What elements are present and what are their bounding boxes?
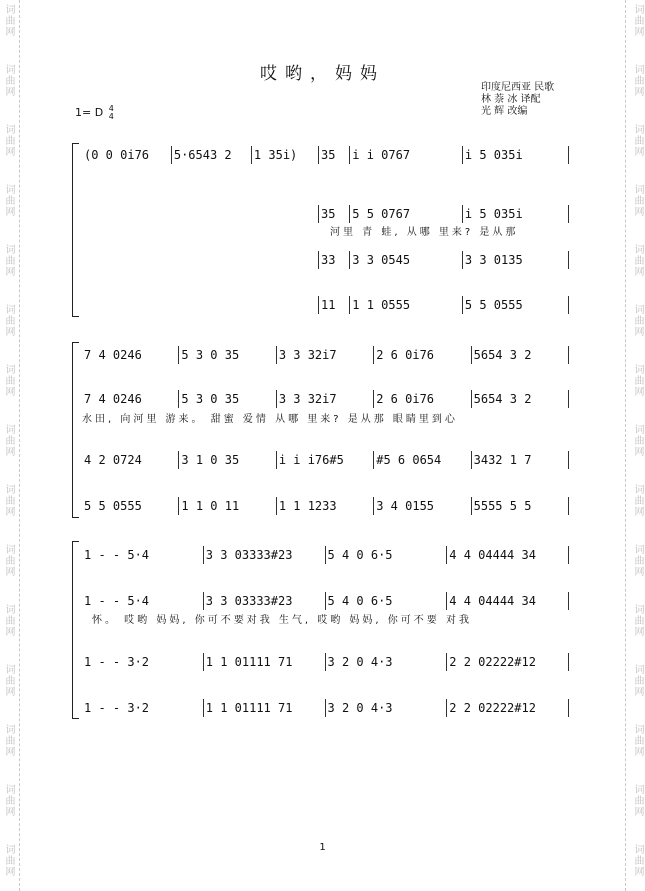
measure: i i i76#5 [278, 453, 344, 467]
measure: 5 4 0 6·5 [327, 548, 393, 562]
barline [568, 451, 569, 469]
staff-row [82, 348, 569, 368]
system-brace [72, 541, 79, 719]
measure: 3 3 0135 [464, 253, 523, 267]
barline [568, 592, 569, 610]
watermark-text: 词曲网 [3, 484, 14, 517]
measure: 4 2 0724 [84, 453, 142, 467]
measure: 5654 3 2 [473, 392, 532, 406]
score-system-2 [72, 342, 569, 518]
watermark-text: 词曲网 [3, 64, 14, 97]
barline [171, 146, 172, 164]
measure: i 5 035i [464, 148, 523, 162]
barline [203, 699, 204, 717]
barline [568, 346, 569, 364]
measure: 5 4 0 6·5 [327, 594, 393, 608]
barline [203, 546, 204, 564]
watermark-text: 词曲网 [632, 784, 643, 817]
measure [82, 298, 172, 312]
barline [568, 296, 569, 314]
measure: 35 [320, 148, 336, 162]
measure: 5 3 0 35 [181, 392, 240, 406]
staff-row [82, 148, 569, 168]
watermark-text: 词曲网 [632, 244, 643, 277]
measure: 3 2 0 4·3 [327, 701, 393, 715]
staff-row [82, 655, 569, 675]
measure: 3 3 03333#23 [205, 594, 293, 608]
measure: 4 4 04444 34 [449, 548, 536, 562]
measure: 33 [320, 253, 336, 267]
watermark-text: 词曲网 [632, 124, 643, 157]
barline [276, 390, 277, 408]
barline [349, 296, 350, 314]
system-brace [72, 342, 79, 518]
watermark-text: 词曲网 [3, 604, 14, 637]
staff-row [82, 298, 569, 318]
meter-top: 4 [108, 104, 114, 113]
lyric-line: 水田, 向河里 游来。 甜蜜 爱情 从哪 里来? 是从那 眼睛里到心 [82, 414, 458, 425]
barline [325, 592, 326, 610]
measure: 1 1 0555 [352, 298, 411, 312]
watermark-text: 词曲网 [632, 4, 643, 37]
watermark-text: 词曲网 [632, 184, 643, 217]
measure: 3 3 32i7 [278, 348, 337, 362]
measure: 5555 5 5 [473, 499, 532, 513]
watermark-text: 词曲网 [3, 304, 14, 337]
key-signature [75, 105, 114, 121]
measure [252, 253, 319, 267]
staff-row [82, 253, 569, 273]
staff-row [82, 548, 569, 568]
score-system-1 [72, 143, 569, 317]
barline [178, 390, 179, 408]
measure [252, 298, 319, 312]
measure: 3432 1 7 [473, 453, 532, 467]
barline [462, 146, 463, 164]
measure: 2 6 0i76 [376, 392, 435, 406]
barline [568, 205, 569, 223]
watermark-text: 词曲网 [3, 4, 14, 37]
page-number: 1 [319, 842, 326, 853]
measure: 3 2 0 4·3 [327, 655, 393, 669]
watermark-column-right [629, 0, 645, 891]
measure: i i 0767 [352, 148, 411, 162]
barline [349, 146, 350, 164]
watermark-text: 词曲网 [3, 124, 14, 157]
barline [178, 497, 179, 515]
measure: 1 1 01111 71 [205, 655, 293, 669]
credits [481, 82, 591, 118]
measure: 3 4 0155 [376, 499, 435, 513]
measure [252, 207, 319, 221]
watermark-text: 词曲网 [632, 304, 643, 337]
measure: 5 3 0 35 [181, 348, 240, 362]
measure: 7 4 0246 [84, 348, 142, 362]
measure: 4 4 04444 34 [449, 594, 536, 608]
barline [203, 592, 204, 610]
barline [471, 497, 472, 515]
barline [471, 346, 472, 364]
staff-row [82, 392, 569, 412]
lyric-line: 怀。 哎哟 妈妈, 你可不要对我 生气, 哎哟 妈妈, 你可不要 对我 [92, 615, 472, 626]
barline [568, 699, 569, 717]
barline [276, 451, 277, 469]
watermark-text: 词曲网 [3, 724, 14, 757]
barline [325, 546, 326, 564]
measure: 11 [320, 298, 336, 312]
barline [203, 653, 204, 671]
watermark-text: 词曲网 [632, 424, 643, 457]
staff-row [82, 453, 569, 473]
barline [318, 146, 319, 164]
barline [568, 146, 569, 164]
score-system-3 [72, 541, 569, 719]
barline [446, 699, 447, 717]
barline [446, 546, 447, 564]
measure: 1 35i) [253, 148, 298, 162]
measure: 1 1 1233 [278, 499, 337, 513]
watermark-text: 词曲网 [632, 64, 643, 97]
watermark-text: 词曲网 [3, 184, 14, 217]
measure: 5·6543 2 [173, 148, 232, 162]
watermark-text: 词曲网 [632, 484, 643, 517]
measure: 1 1 01111 71 [205, 701, 293, 715]
measure [82, 253, 172, 267]
system-brace [72, 143, 79, 317]
song-title: 哎哟，妈妈 [260, 64, 385, 84]
credit-translator: 林 萘 冰 译配 [481, 94, 541, 105]
barline [318, 296, 319, 314]
credit-arranger: 光 辉 改编 [481, 106, 528, 117]
watermark-text: 词曲网 [632, 364, 643, 397]
barline [446, 592, 447, 610]
measure: 5 5 0555 [464, 298, 523, 312]
barline [276, 497, 277, 515]
barline [251, 146, 252, 164]
barline [568, 653, 569, 671]
barline [349, 205, 350, 223]
barline [325, 699, 326, 717]
measure [82, 207, 172, 221]
barline [373, 497, 374, 515]
barline [446, 653, 447, 671]
measure: 35 [320, 207, 336, 221]
measure: (0 0 0i76 [84, 148, 150, 162]
barline [349, 251, 350, 269]
barline [568, 497, 569, 515]
measure: 5 5 0767 [352, 207, 411, 221]
watermark-text: 词曲网 [3, 544, 14, 577]
staff-row [82, 499, 569, 519]
meter-bottom: 4 [108, 112, 114, 121]
barline [318, 251, 319, 269]
measure: 1 - - 3·2 [84, 701, 150, 715]
measure: 1 - - 5·4 [84, 548, 150, 562]
key-label: 1= D [75, 106, 104, 119]
barline [568, 251, 569, 269]
measure: 7 4 0246 [84, 392, 142, 406]
watermark-column-left [0, 0, 16, 891]
barline [462, 205, 463, 223]
barline [318, 205, 319, 223]
credit-origin: 印度尼西亚 民歌 [481, 82, 555, 93]
measure: 3 3 32i7 [278, 392, 337, 406]
watermark-text: 词曲网 [632, 664, 643, 697]
barline [178, 346, 179, 364]
watermark-text: 词曲网 [3, 664, 14, 697]
barline [276, 346, 277, 364]
watermark-text: 词曲网 [632, 544, 643, 577]
measure: 2 2 02222#12 [449, 701, 536, 715]
time-signature [109, 105, 114, 121]
barline [373, 451, 374, 469]
measure: 1 1 0 11 [181, 499, 240, 513]
barline [568, 546, 569, 564]
watermark-text: 词曲网 [632, 604, 643, 637]
watermark-text: 词曲网 [632, 844, 643, 877]
watermark-text: 词曲网 [632, 724, 643, 757]
measure: 2 2 02222#12 [449, 655, 536, 669]
barline [471, 451, 472, 469]
barline [462, 251, 463, 269]
barline [471, 390, 472, 408]
measure: i 5 035i [464, 207, 523, 221]
barline [373, 346, 374, 364]
measure: 1 - - 3·2 [84, 655, 150, 669]
measure: 3 3 0545 [352, 253, 411, 267]
barline [568, 390, 569, 408]
staff-row [82, 701, 569, 721]
measure: #5 6 0654 [376, 453, 442, 467]
watermark-text: 词曲网 [3, 364, 14, 397]
watermark-text: 词曲网 [3, 844, 14, 877]
watermark-text: 词曲网 [3, 244, 14, 277]
watermark-text: 词曲网 [3, 784, 14, 817]
measure [172, 298, 252, 312]
measure: 1 - - 5·4 [84, 594, 150, 608]
measure: 5 5 0555 [84, 499, 142, 513]
measure [172, 253, 252, 267]
measure: 5654 3 2 [473, 348, 532, 362]
barline [325, 653, 326, 671]
watermark-text: 词曲网 [3, 424, 14, 457]
barline [373, 390, 374, 408]
lyric-line: 河里 青 蛙, 从哪 里来? 是从那 [330, 227, 519, 238]
measure: 3 1 0 35 [181, 453, 240, 467]
barline [462, 296, 463, 314]
measure: 3 3 03333#23 [205, 548, 293, 562]
measure [172, 207, 252, 221]
measure: 2 6 0i76 [376, 348, 435, 362]
barline [178, 451, 179, 469]
